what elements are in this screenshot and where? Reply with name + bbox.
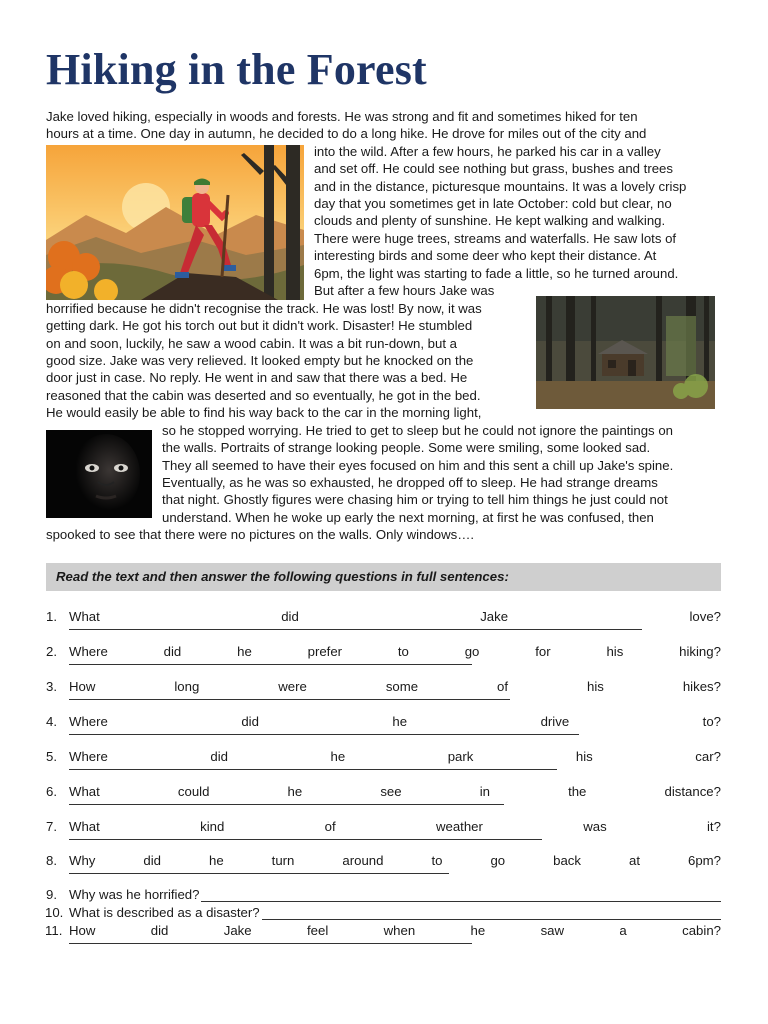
question-word: What [69, 784, 100, 799]
question-text: Why was he horrified? [69, 887, 200, 902]
question-number: 6. [46, 784, 57, 799]
question-word: for [535, 644, 551, 659]
question-word: was [583, 819, 607, 834]
question-word: he [287, 784, 303, 799]
question-number: 1. [46, 609, 57, 624]
question-word: car? [695, 749, 721, 764]
question-word: could [177, 784, 210, 799]
question-word: Why [69, 853, 96, 868]
question-word: the [568, 784, 587, 799]
question-word: some [385, 679, 419, 694]
passage-line: They all seemed to have their eyes focused on him and this sent a chill up Jake's spine. [162, 458, 674, 473]
question-word: he [237, 644, 252, 659]
page-title: Hiking in the Forest [46, 45, 427, 94]
question-number: 2. [46, 644, 57, 659]
question-word: 6pm? [688, 853, 721, 868]
question-word: when [383, 923, 416, 938]
question-word: to [397, 644, 409, 659]
question-word: hiking? [679, 644, 721, 659]
question-word: he [330, 749, 346, 764]
passage-line: good size. Jake was very relieved. It looked empty but he knocked on the [46, 353, 474, 368]
question-word: go [464, 644, 480, 659]
question-word: distance? [664, 784, 721, 799]
passage-line: and in the distance, picturesque mountains. It was a lovely crisp [314, 179, 687, 194]
question-word: back [553, 853, 581, 868]
passage-line: day that you sometimes get in late October: cold but clear, no [314, 196, 672, 211]
question-word: kind [200, 819, 225, 834]
question-word: turn [271, 853, 295, 868]
question-word: he [208, 853, 224, 868]
answer-line[interactable] [69, 943, 472, 944]
passage-line: clouds and plenty of sunshine. He kept walking and walking. [314, 213, 666, 228]
forest-cabin-photo [536, 296, 715, 409]
question-word: a [619, 923, 627, 938]
question-word: Where [69, 714, 108, 729]
question-word: of [497, 679, 509, 694]
answer-line[interactable] [262, 905, 721, 920]
dark-face-photo [46, 430, 152, 518]
question-word: weather [435, 819, 483, 834]
instructions-banner [46, 563, 721, 591]
question-word: long [174, 679, 200, 694]
answer-line[interactable] [69, 664, 472, 665]
passage-line: spooked to see that there were no pictures on the walls. Only windows…. [46, 527, 475, 542]
question-word: Where [69, 749, 108, 764]
question-word: to? [702, 714, 721, 729]
passage-line: the walls. Portraits of strange looking people. Some were smiling, some looked sad. [162, 440, 651, 455]
question-word: feel [306, 923, 329, 938]
question-word: How [69, 923, 96, 938]
instructions-text: Read the text and then answer the following questions in full sentences: [56, 569, 509, 584]
passage-line: so he stopped worrying. He tried to get to sleep but he could not ignore the paintings on [162, 423, 673, 438]
passage-line: Jake loved hiking, especially in woods and forests. He was strong and fit and sometimes hiked for ten [46, 109, 638, 124]
answer-line[interactable] [69, 873, 449, 874]
passage-line: and set off. He could see nothing but grass, bushes and trees [314, 161, 673, 176]
question-number: 7. [46, 819, 57, 834]
question-number: 5. [46, 749, 57, 764]
question-number: 10. [45, 905, 64, 920]
question-number: 4. [46, 714, 57, 729]
passage-line: on and soon, luckily, he saw a wood cabin. It was a bit run-down, but a [46, 336, 458, 351]
answer-line[interactable] [69, 769, 557, 770]
question-word: Where [69, 644, 108, 659]
hiker-illustration [46, 145, 304, 300]
question-number: 9. [46, 887, 57, 902]
question-word: drive [540, 714, 570, 729]
passage-line: that night. Ghostly figures were chasing him or trying to tell him things he just could not [162, 492, 668, 507]
question-text: What is described as a disaster? [69, 905, 260, 920]
question-word: his [575, 749, 593, 764]
answer-line[interactable] [69, 839, 542, 840]
passage-line: He would easily be able to find his way back to the car in the morning light, [46, 405, 482, 420]
question-word: did [281, 609, 299, 624]
answer-line[interactable] [69, 699, 510, 700]
passage-line: into the wild. After a few hours, he parked his car in a valley [314, 144, 661, 159]
question-word: at [629, 853, 640, 868]
question-word: were [278, 679, 307, 694]
question-word: Jake [223, 923, 252, 938]
question-word: see [380, 784, 402, 799]
question-number: 8. [46, 853, 57, 868]
passage-line: getting dark. He got his torch out but it didn't work. Disaster! He stumbled [46, 318, 473, 333]
passage-line: hours at a time. One day in autumn, he decided to do a long hike. He drove for miles out of the city and [46, 126, 647, 141]
passage-line: understand. When he woke up early the next morning, at first he was confused, then [162, 510, 654, 525]
passage-line: reasoned that the cabin was deserted and so eventually, he got in the bed. [46, 388, 481, 403]
passage-line: horrified because he didn't recognise the track. He was lost! By now, it was [46, 301, 482, 316]
question-word: How [69, 679, 96, 694]
answer-line[interactable] [69, 629, 642, 630]
passage-line: Eventually, as he was so exhausted, he dropped off to sleep. He had strange dreams [162, 475, 658, 490]
question-word: hikes? [682, 679, 721, 694]
question-word: his [606, 644, 624, 659]
question-word: saw [540, 923, 565, 938]
question-word: park [447, 749, 474, 764]
question-word: it? [707, 819, 721, 834]
question-number: 3. [46, 679, 57, 694]
question-word: around [342, 853, 384, 868]
passage-line: There were huge trees, streams and waterfalls. He saw lots of [314, 231, 677, 246]
question-word: in [479, 784, 490, 799]
question-word: What [69, 609, 100, 624]
question-word: did [210, 749, 228, 764]
question-word: Jake [480, 609, 509, 624]
question-word: prefer [307, 644, 343, 659]
question-word: did [163, 644, 182, 659]
question-word: love? [689, 609, 721, 624]
passage-line: 6pm, the light was starting to fade a little, so he turned around. [314, 266, 679, 281]
question-number: 11. [45, 923, 63, 938]
answer-line[interactable] [69, 734, 579, 735]
question-word: he [392, 714, 408, 729]
question-word: to [431, 853, 443, 868]
answer-line[interactable] [69, 804, 504, 805]
question-word: his [587, 679, 604, 694]
question-word: did [143, 853, 161, 868]
question-word: did [150, 923, 169, 938]
passage-line: But after a few hours Jake was [314, 283, 495, 298]
question-word: of [324, 819, 336, 834]
answer-line[interactable] [201, 887, 721, 902]
question-word: cabin? [682, 923, 721, 938]
question-word: go [490, 853, 506, 868]
question-word: What [69, 819, 100, 834]
passage-line: door just in case. No reply. He went in and saw that there was a bed. He [46, 370, 468, 385]
question-word: he [470, 923, 486, 938]
question-word: did [241, 714, 259, 729]
passage-line: interesting birds and some deer who kept their distance. At [314, 248, 657, 263]
